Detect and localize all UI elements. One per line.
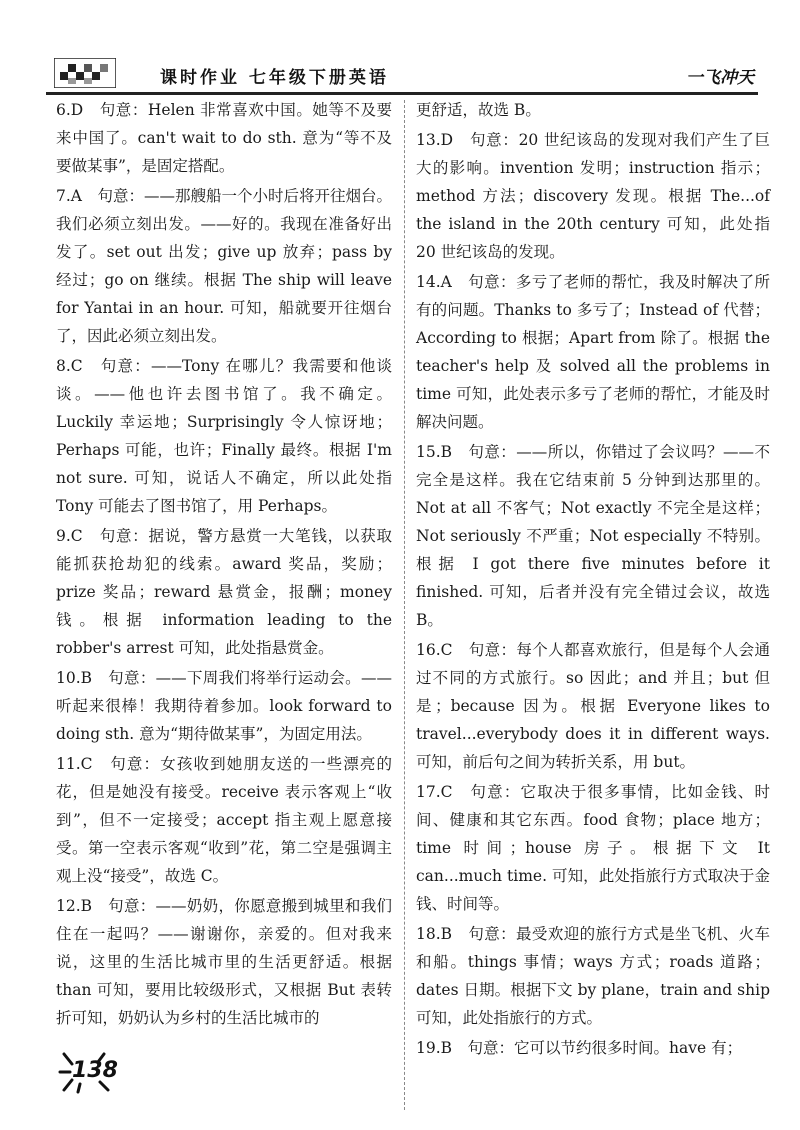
checker-logo-icon <box>54 58 116 88</box>
left-column <box>56 96 392 1034</box>
answer-entry-14: 14.A 句意：多亏了老师的帮忙，我及时解决了所有的问题。Thanks to 多亏了；Instead of 代替；According to 根据；Apart from 除了。根据 the teacher's help 及 solved all the problems in time 可知，此处表示多亏了老师的帮忙，才能及时解决问题。 <box>416 273 770 431</box>
page-header <box>46 52 758 96</box>
header-brand: 一飞冲天 <box>686 68 754 88</box>
header-rule <box>46 92 758 95</box>
answer-entry-16: 16.C 句意：每个人都喜欢旅行，但是每个人会通过不同的方式旅行。so 因此；and 并且；but 但是；because 因为。根据 Everyone likes to travel...everybody does it in different ways. 可知，前后句之间为转折关系，用 but。 <box>416 641 770 771</box>
page-number: 138 <box>72 1058 118 1083</box>
answer-entry-11: 11.C 句意：女孩收到她朋友送的一些漂亮的花，但是她没有接受。receive 表示客观上“收到”，但不一定接受；accept 指主观上愿意接受。第一空表示客观“收到”花，第二空是强调主观上没“接受”，故选 C。 <box>56 755 392 885</box>
answer-entry-12: 12.B 句意：——奶奶，你愿意搬到城里和我们住在一起吗？——谢谢你，亲爱的。但对我来说，这里的生活比城市里的生活更舒适。根据 than 可知，要用比较级形式，又根据 But 表转折可知，奶奶认为乡村的生活比城市的 <box>56 897 392 1027</box>
right-column <box>416 96 770 1064</box>
header-title: 课时作业 七年级下册英语 <box>160 68 389 88</box>
page-number-badge <box>56 1046 118 1098</box>
answer-entry-13: 13.D 句意：20 世纪该岛的发现对我们产生了巨大的影响。invention 发明；instruction 指示；method 方法；discovery 发现。根据 The...of the island in the 20th century 可知，此处指 20 世纪该岛的发现。 <box>416 131 770 261</box>
answer-entry-9: 9.C 句意：据说，警方悬赏一大笔钱，以获取能抓获抢劫犯的线索。award 奖品，奖励；prize 奖品；reward 悬赏金，报酬；money 钱。根据 information leading to the robber's arrest 可知，此处指悬赏金。 <box>56 527 392 657</box>
answer-entry-18: 18.B 句意：最受欢迎的旅行方式是坐飞机、火车和船。things 事情；ways 方式；roads 道路；dates 日期。根据下文 by plane，train and ship 可知，此处指旅行的方式。 <box>416 925 770 1027</box>
answer-entry-10: 10.B 句意：——下周我们将举行运动会。——听起来很棒！我期待着参加。look forward to doing sth. 意为“期待做某事”，为固定用法。 <box>56 669 392 743</box>
column-divider <box>404 100 405 1110</box>
answer-entry-6: 6.D 句意：Helen 非常喜欢中国。她等不及要来中国了。can't wait to do sth. 意为“等不及要做某事”，是固定搭配。 <box>56 101 392 175</box>
answer-entry-8: 8.C 句意：——Tony 在哪儿？我需要和他谈谈。——他也许去图书馆了。我不确定。Luckily 幸运地；Surprisingly 令人惊讶地；Perhaps 可能，也许；Finally 最终。根据 I'm not sure. 可知，说话人不确定，所以此处指 Tony 可能去了图书馆了，用 Perhaps。 <box>56 357 392 515</box>
answer-entry-19: 19.B 句意：它可以节约很多时间。have 有； <box>416 1039 743 1057</box>
answer-entry-12-continued: 更舒适，故选 B。 <box>416 101 541 119</box>
answer-entry-17: 17.C 句意：它取决于很多事情，比如金钱、时间、健康和其它东西。food 食物；place 地方；time 时间；house 房子。根据下文 It can...much time. 可知，此处指旅行方式取决于金钱、时间等。 <box>416 783 770 913</box>
answer-entry-7: 7.A 句意：——那艘船一个小时后将开往烟台。我们必须立刻出发。——好的。我现在准备好出发了。set out 出发；give up 放弃；pass by 经过；go on 继续。根据 The ship will leave for Yantai in an hour. 可知，船就要开往烟台了，因此必须立刻出发。 <box>56 187 392 345</box>
answer-entry-15: 15.B 句意：——所以，你错过了会议吗？——不完全是这样。我在它结束前 5 分钟到达那里的。Not at all 不客气；Not exactly 不完全是这样；Not seriously 不严重；Not especially 不特别。根据 I got there five minutes before it finished. 可知，后者并没有完全错过会议，故选 B。 <box>416 443 770 629</box>
